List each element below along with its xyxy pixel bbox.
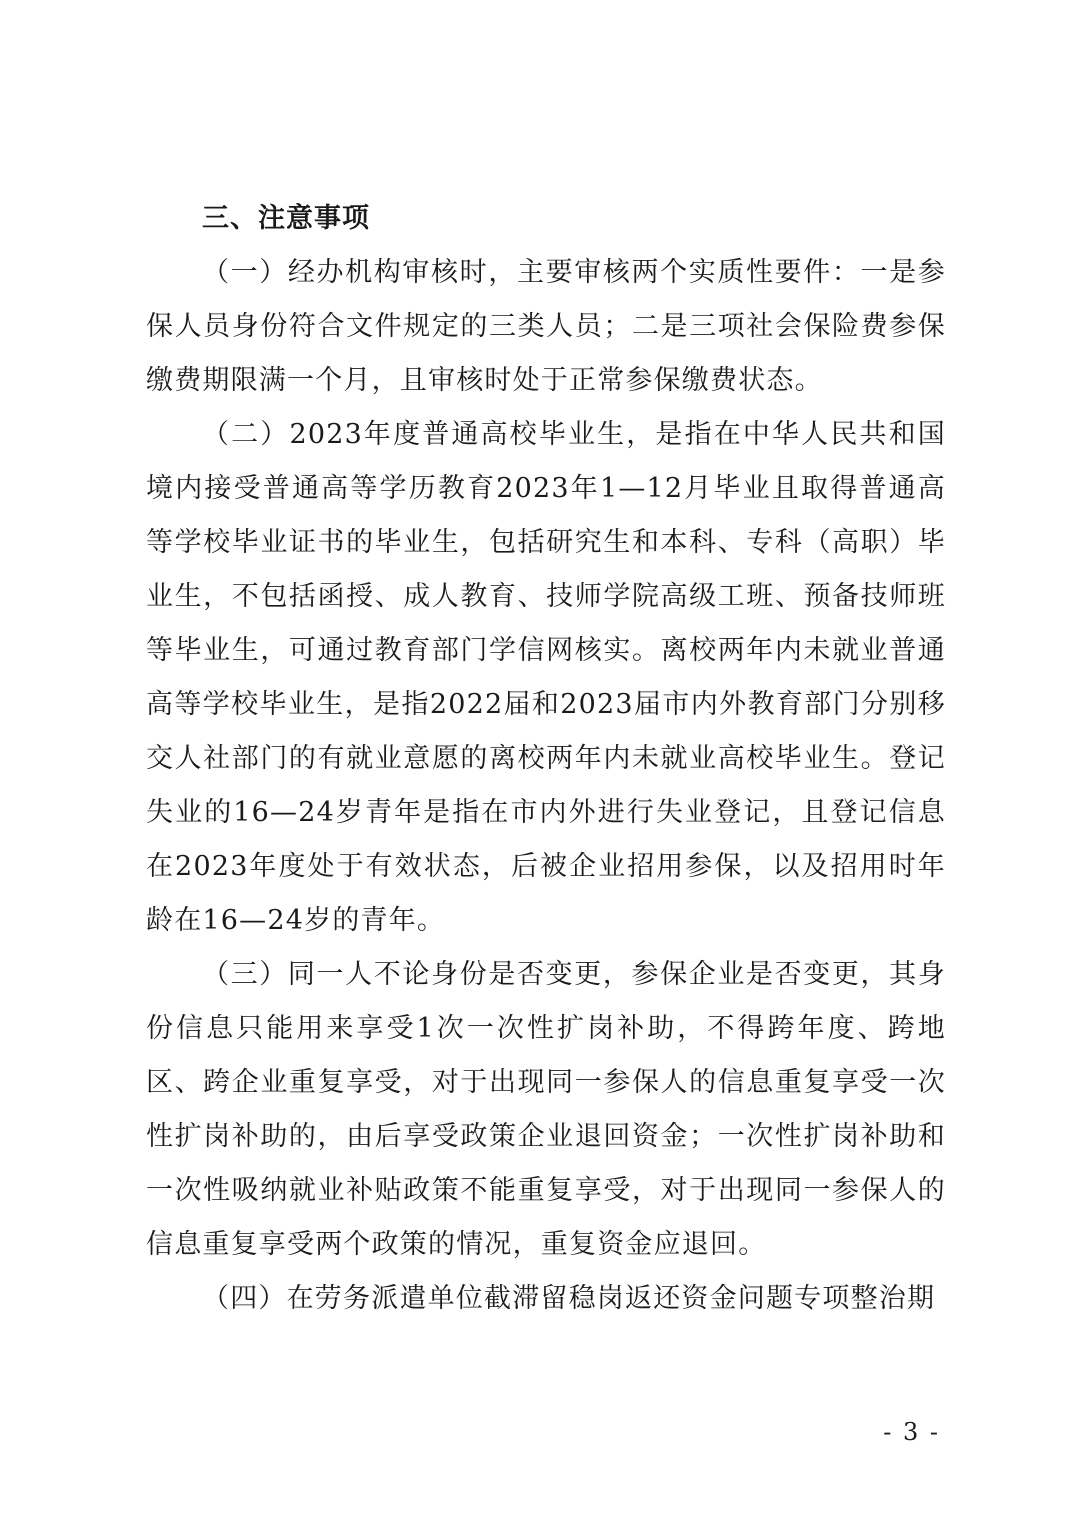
- paragraph-1: （一）经办机构审核时，主要审核两个实质性要件：一是参保人员身份符合文件规定的三类人员；二是三项社会保险费参保缴费期限满一个月，且审核时处于正常参保缴费状态。: [146, 257, 946, 396]
- section-heading: 三、注意事项: [202, 203, 370, 234]
- paragraph-4: （四）在劳务派遣单位截滞留稳岗返还资金问题专项整治期: [202, 1283, 936, 1314]
- paragraph-3: （三）同一人不论身份是否变更，参保企业是否变更，其身份信息只能用来享受1次一次性扩岗补助，不得跨年度、跨地区、跨企业重复享受，对于出现同一参保人的信息重复享受一次性扩岗补助的，由后享受政策企业退回资金；一次性扩岗补助和一次性吸纳就业补贴政策不能重复享受，对于出现同一参保人的信息重复享受两个政策的情况，重复资金应退回。: [146, 959, 946, 1260]
- document-body: [146, 192, 946, 1326]
- paragraph-2: （二）2023年度普通高校毕业生，是指在中华人民共和国境内接受普通高等学历教育2023年1—12月毕业且取得普通高等学校毕业证书的毕业生，包括研究生和本科、专科（高职）毕业生，不包括函授、成人教育、技师学院高级工班、预备技师班等毕业生，可通过教育部门学信网核实。离校两年内未就业普通高等学校毕业生，是指2022届和2023届市内外教育部门分别移交人社部门的有就业意愿的离校两年内未就业高校毕业生。登记失业的16—24岁青年是指在市内外进行失业登记，且登记信息在2023年度处于有效状态，后被企业招用参保，以及招用时年龄在16—24岁的青年。: [146, 419, 946, 936]
- page-number: - 3 -: [883, 1418, 940, 1446]
